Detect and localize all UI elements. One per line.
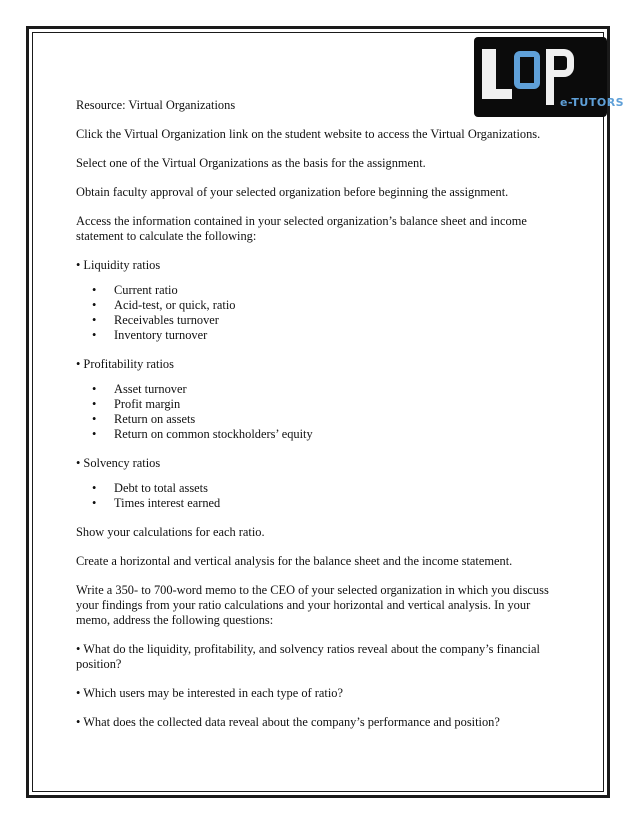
list-item: • Acid-test, or quick, ratio xyxy=(114,298,566,313)
list-item: • Asset turnover xyxy=(114,382,566,397)
list-item: • Times interest earned xyxy=(114,496,566,511)
question-item: • What do the liquidity, profitability, and solvency ratios reveal about the company’s financial position? xyxy=(76,642,540,671)
instruction-paragraph: Show your calculations for each ratio. xyxy=(76,525,265,539)
instruction-paragraph: Create a horizontal and vertical analysis for the balance sheet and the income statement. xyxy=(76,554,513,568)
solvency-heading: • Solvency ratios xyxy=(76,456,161,470)
list-item: • Inventory turnover xyxy=(114,328,566,343)
logo-letter-o xyxy=(514,51,540,89)
profitability-heading: • Profitability ratios xyxy=(76,357,174,371)
profitability-list xyxy=(76,382,566,442)
liquidity-heading: • Liquidity ratios xyxy=(76,258,161,272)
solvency-list xyxy=(76,481,566,511)
instruction-paragraph: Click the Virtual Organization link on the student website to access the Virtual Organizations. xyxy=(76,127,541,141)
list-item: • Debt to total assets xyxy=(114,481,566,496)
question-item: • What does the collected data reveal about the company’s performance and position? xyxy=(76,715,500,729)
list-item: • Return on assets xyxy=(114,412,566,427)
instruction-paragraph: Write a 350- to 700-word memo to the CEO of your selected organization in which you discuss your findings from your ratio calculations and your horizontal and vertical analysis. In your memo, address the following questions: xyxy=(76,583,549,627)
instruction-paragraph: Obtain faculty approval of your selected organization before beginning the assignment. xyxy=(76,185,509,199)
liquidity-list xyxy=(76,283,566,343)
document-body xyxy=(76,98,566,744)
question-item: • Which users may be interested in each type of ratio? xyxy=(76,686,343,700)
instruction-paragraph: Access the information contained in your selected organization’s balance sheet and income statement to calculate the following: xyxy=(76,214,527,243)
list-item: • Current ratio xyxy=(114,283,566,298)
list-item: • Receivables turnover xyxy=(114,313,566,328)
resource-line: Resource: Virtual Organizations xyxy=(76,98,236,112)
list-item: • Profit margin xyxy=(114,397,566,412)
instruction-paragraph: Select one of the Virtual Organizations as the basis for the assignment. xyxy=(76,156,426,170)
list-item: • Return on common stockholders’ equity xyxy=(114,427,566,442)
logo-letter-p-bowl xyxy=(546,49,574,77)
logo-brand-text: e-TUTORS xyxy=(560,96,625,109)
